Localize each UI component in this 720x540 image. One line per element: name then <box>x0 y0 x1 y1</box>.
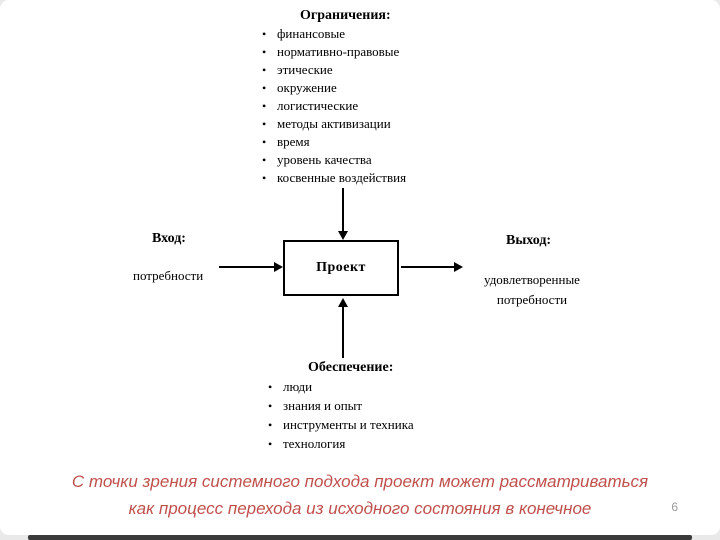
list-item <box>262 27 406 41</box>
bullet-icon: • <box>262 135 267 149</box>
list-item <box>262 45 406 59</box>
constraint-item: косвенные воздействия <box>277 170 407 185</box>
bullet-icon: • <box>268 380 273 394</box>
list-item <box>262 81 406 95</box>
bullet-icon: • <box>268 437 273 451</box>
constraint-item: финансовые <box>277 26 345 41</box>
constraint-item: логистические <box>277 98 359 113</box>
constraint-item: этические <box>277 62 333 77</box>
bullet-icon: • <box>262 117 267 131</box>
mechanism-item: технология <box>283 436 346 451</box>
process-box <box>283 240 399 296</box>
constraint-item: время <box>277 134 310 149</box>
constraint-item: методы активизации <box>277 116 391 131</box>
bullet-icon: • <box>262 171 267 185</box>
caption-line-1: С точки зрения системного подхода проект может рассматриваться <box>71 472 649 491</box>
page-number: 6 <box>671 500 678 514</box>
bullet-icon: • <box>268 399 273 413</box>
bullet-icon: • <box>262 45 267 59</box>
list-item <box>268 418 414 432</box>
list-item <box>262 117 406 131</box>
mechanisms-title: Обеспечение: <box>308 360 394 375</box>
caption-line-2: как процесс перехода из исходного состояния в конечное <box>128 499 592 518</box>
process-label: Проект <box>316 260 366 275</box>
bullet-icon: • <box>262 63 267 77</box>
constraint-item: окружение <box>277 80 337 95</box>
mechanisms-list <box>268 380 414 456</box>
list-item <box>262 63 406 77</box>
list-item <box>268 437 414 451</box>
list-item <box>262 99 406 113</box>
list-item <box>268 380 414 394</box>
constraint-item: уровень качества <box>277 152 372 167</box>
bullet-icon: • <box>262 27 267 41</box>
output-label: Выход: <box>506 233 552 248</box>
slide-bottom-edge <box>28 535 692 540</box>
list-item <box>262 171 406 185</box>
input-label: Вход: <box>152 231 186 246</box>
bullet-icon: • <box>262 81 267 95</box>
bullet-icon: • <box>268 418 273 432</box>
list-item <box>262 153 406 167</box>
output-value: удовлетворенные потребности <box>484 272 580 307</box>
constraints-title: Ограничения: <box>300 8 391 23</box>
caption <box>0 468 720 522</box>
constraints-list <box>262 27 406 189</box>
mechanism-item: знания и опыт <box>283 398 363 413</box>
mechanism-item: инструменты и техника <box>283 417 414 432</box>
constraint-item: нормативно-правовые <box>277 44 400 59</box>
input-value: потребности <box>133 268 204 283</box>
bullet-icon: • <box>262 153 267 167</box>
mechanism-item: люди <box>283 379 313 394</box>
list-item <box>262 135 406 149</box>
list-item <box>268 399 414 413</box>
bullet-icon: • <box>262 99 267 113</box>
